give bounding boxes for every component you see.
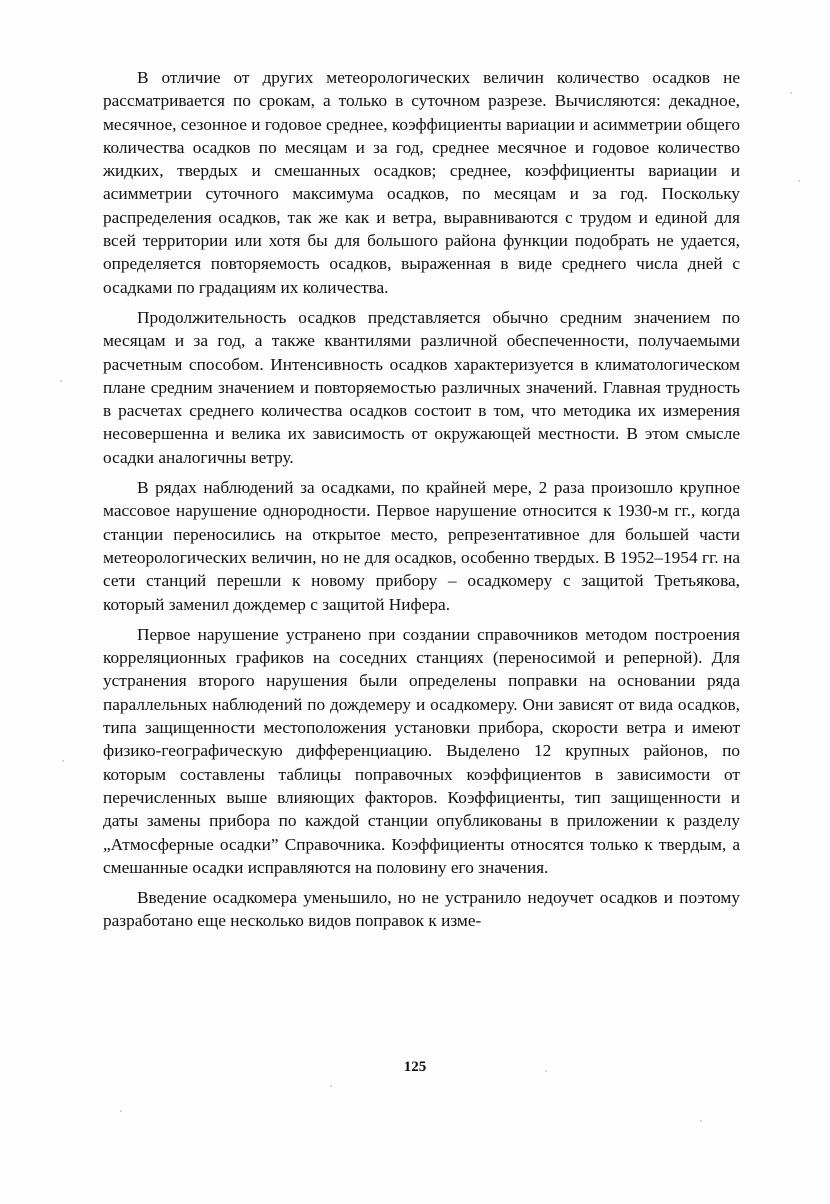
page-number: 125 — [403, 1059, 427, 1075]
paragraph-2: Продолжительность осадков представляется обычно средним значением по месяцам и за год, а также квантилями различной обеспеченности, получаемыми расчетным способом. Интенсивность осадков характеризуется в климатологическом плане средним значением и повторяемостью различных значений. Главная трудность в расчетах среднего количества осадков состоит в том, что методика их измерения несовершенна и велика их зависимость от окружающей местности. В этом смысле осадки аналогичны ветру. — [103, 307, 740, 467]
scan-speck — [120, 1110, 122, 1112]
scan-speck — [790, 92, 792, 94]
scan-speck — [62, 760, 64, 762]
paragraph-3: В рядах наблюдений за осадками, по крайней мере, 2 раза произошло крупное массовое нарушение однородности. Первое нарушение относится к 1930-м гг., когда станции переносились на открытое место, репрезентативное для большей части метеорологических величин, но не для осадков, особенно твердых. В 1952–1954 гг. на сети станций перешли к новому прибору – осадкомеру с защитой Третьякова, который заменил дождемер с защитой Нифера. — [103, 478, 740, 614]
paragraph-5: Введение осадкомера уменьшило, но не устранило недоучет осадков и поэтому разработано еще несколько видов поправок к изме- — [103, 888, 740, 931]
scan-speck — [60, 380, 62, 382]
paragraph-4: Первое нарушение устранено при создании справочников методом построения корреляционных графиков на соседних станциях (переносимой и реперной). Для устранения второго нарушения были определены поправки на основании ряда параллельных наблюдений по дождемеру и осадкомеру. Они зависят от вида осадков, типа защищенности местоположения установки прибора, скорости ветра и имеют физико-географическую дифференциацию. Выделено 12 крупных районов, по которым составлены таблицы поправочных коэффициентов в зависимости от перечисленных выше влияющих факторов. Коэффициенты, тип защищенности и даты замены прибора по каждой станции опубликованы в приложении к разделу „Атмосферные осадки” Справочника. Коэффициенты относятся только к твердым, а смешанные осадки исправляются на половину его значения. — [103, 624, 740, 877]
scan-speck — [700, 1120, 702, 1122]
scan-speck — [798, 180, 800, 182]
body-text — [103, 66, 740, 940]
paragraph-1: В отличие от других метеорологических величин количество осадков не рассматривается по срокам, а только в суточном разрезе. Вычисляются: декадное, месячное, сезонное и годовое среднее, коэффициенты вариации и асимметрии общего количества осадков по месяцам и за год, среднее месячное и годовое количество жидких, твердых и смешанных осадков; среднее, коэффициенты вариации и асимметрии суточного максимума осадков, по месяцам и за год. Поскольку распределения осадков, так же как и ветра, выравниваются с трудом и единой для всей территории или хотя бы для большого района функции подобрать не удается, определяется повторяемость осадков, выраженная в виде среднего числа дней с осадками по градациям их количества. — [103, 68, 740, 297]
scan-speck — [330, 1085, 332, 1087]
scan-speck — [545, 1070, 547, 1072]
